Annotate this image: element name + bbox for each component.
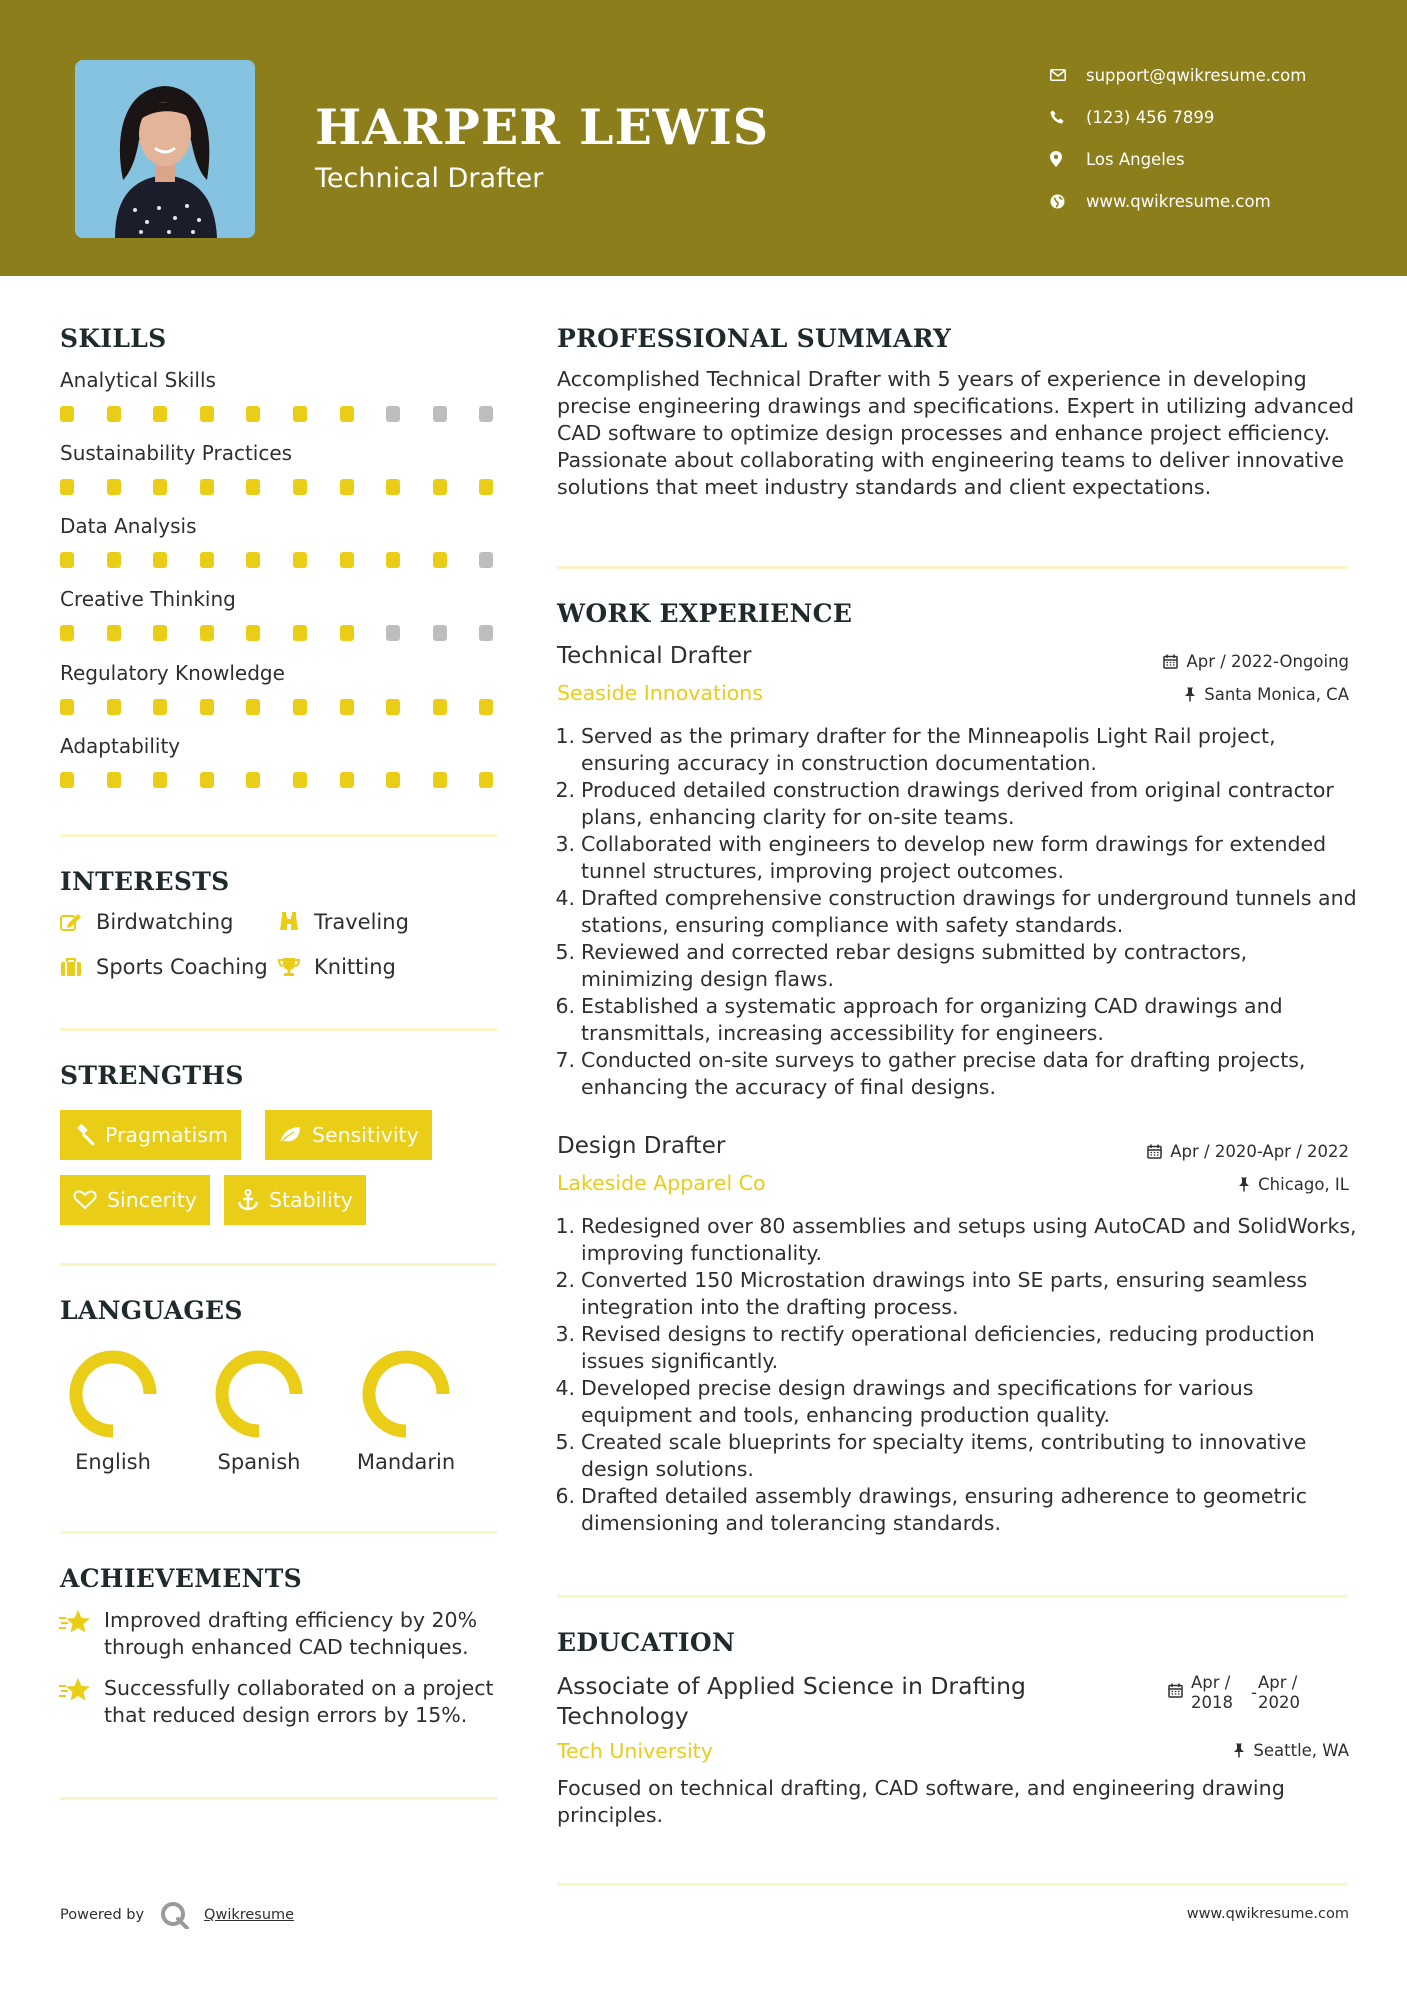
footer-website-link[interactable]: www.qwikresume.com [1186, 1906, 1349, 1922]
skill-dot-empty [386, 625, 400, 641]
job-bullet-number: 7. [555, 1048, 575, 1072]
interests-heading: INTERESTS [60, 867, 230, 896]
job-bullet-number: 6. [555, 994, 575, 1018]
skill-dot-filled [293, 479, 307, 495]
contact-website-text: www.qwikresume.com [1086, 191, 1271, 211]
skill-dot-filled [200, 479, 214, 495]
calendar-icon [1147, 1144, 1162, 1159]
section-divider [557, 566, 1347, 569]
skill-dot-filled [340, 479, 354, 495]
skill-dot-filled [60, 625, 74, 641]
binoculars-icon [278, 912, 314, 932]
heart-icon [73, 1190, 97, 1210]
strength-badge [265, 1110, 432, 1160]
achievement-item [58, 1607, 503, 1661]
skill-dot-filled [386, 552, 400, 568]
powered-by-label: Powered by [60, 1907, 145, 1923]
skill-dot-filled [107, 479, 121, 495]
section-divider [60, 834, 497, 837]
skill-dot-filled [153, 699, 167, 715]
skill-dot-filled [340, 406, 354, 422]
skill-dot-filled [293, 625, 307, 641]
skill-dot-filled [153, 625, 167, 641]
pin-icon [1238, 1177, 1250, 1192]
job-date-text: Apr / 2020-Apr / 2022 [1170, 1142, 1349, 1161]
job-bullet-text: Created scale blueprints for specialty items, contributing to innovative design solutions. [581, 1430, 1307, 1481]
interest-item [60, 910, 233, 934]
strength-badge [60, 1110, 241, 1160]
calendar-icon [1163, 654, 1178, 669]
job-bullet-number: 4. [555, 1376, 575, 1400]
skill-dot-filled [246, 772, 260, 788]
candidate-role: Technical Drafter [315, 163, 544, 194]
job-bullet [553, 1375, 1359, 1429]
job-title: Technical Drafter [557, 643, 752, 669]
section-divider [60, 1797, 497, 1800]
job-bullet [553, 885, 1359, 939]
job-bullet-number: 2. [555, 778, 575, 802]
powered-by [60, 1901, 294, 1929]
skill-dot-filled [340, 699, 354, 715]
job-bullet [553, 723, 1359, 777]
skill-dot-filled [60, 699, 74, 715]
leaf-icon [278, 1125, 302, 1145]
interest-label: Sports Coaching [96, 955, 268, 979]
skill-dot-filled [60, 479, 74, 495]
education-location-text: Seattle, WA [1253, 1741, 1349, 1760]
job-bullet-number: 1. [555, 724, 575, 748]
job-company: Lakeside Apparel Co [557, 1171, 766, 1195]
gavel-icon [73, 1124, 95, 1146]
strengths-heading: STRENGTHS [60, 1061, 244, 1090]
calendar-icon [1168, 1673, 1183, 1713]
job-bullet-number: 3. [555, 832, 575, 856]
contact-list [1050, 54, 1306, 222]
interest-item [60, 955, 268, 979]
skill-rating [60, 552, 526, 568]
language-label: English [75, 1450, 151, 1474]
skill-dot-filled [433, 479, 447, 495]
skill-label: Analytical Skills [60, 368, 216, 392]
strength-badge [224, 1175, 366, 1225]
strength-badge [60, 1175, 210, 1225]
skill-dot-filled [433, 772, 447, 788]
skill-rating [60, 625, 526, 641]
skill-dot-filled [479, 699, 493, 715]
education-date-end [1258, 1673, 1300, 1713]
achievement-text: Successfully collaborated on a project that reduced design errors by 15%. [104, 1676, 494, 1727]
job-company: Seaside Innovations [557, 681, 763, 705]
languages-heading: LANGUAGES [60, 1296, 243, 1325]
skill-dot-empty [479, 406, 493, 422]
job-bullet [553, 777, 1359, 831]
skill-dot-filled [153, 479, 167, 495]
job-bullets [553, 1213, 1359, 1537]
language-item [48, 1346, 178, 1474]
skill-dot-filled [153, 772, 167, 788]
map-marker-icon [1050, 151, 1086, 167]
education-date-end-year: 2020 [1257, 1693, 1300, 1712]
education-date-start [1191, 1673, 1251, 1713]
language-label: Spanish [217, 1450, 301, 1474]
job-bullet-text: Drafted detailed assembly drawings, ensuring adherence to geometric dimensioning and tolerancing standards. [581, 1484, 1307, 1535]
language-progress-ring [211, 1346, 307, 1442]
interest-label: Knitting [314, 955, 396, 979]
skill-rating [60, 772, 526, 788]
skill-dot-filled [246, 479, 260, 495]
skill-label: Sustainability Practices [60, 441, 293, 465]
language-progress-ring [358, 1346, 454, 1442]
skill-dot-filled [107, 406, 121, 422]
language-progress-ring [65, 1346, 161, 1442]
job-bullet-number: 1. [555, 1214, 575, 1238]
summary-text: Accomplished Technical Drafter with 5 years of experience in developing precise engineering drawings and specifications. Expert in utilizing advanced CAD software to optimize design processes and enhance project efficiency. Passionate about collaborating with engineering teams to deliver innovative solutions that meet industry standards and client expectations. [557, 367, 1355, 499]
section-divider [557, 1883, 1347, 1886]
skill-dot-filled [200, 406, 214, 422]
skill-label: Regulatory Knowledge [60, 661, 285, 685]
job-location [1184, 685, 1349, 704]
education-date-start-month: Apr / [1191, 1673, 1231, 1692]
skill-rating [60, 406, 526, 422]
language-item [194, 1346, 324, 1474]
job-bullet [553, 1321, 1359, 1375]
job-bullet-text: Produced detailed construction drawings derived from original contractor plans, enhancing clarity for on-site teams. [581, 778, 1334, 829]
skill-dot-filled [293, 772, 307, 788]
job-date-text: Apr / 2022-Ongoing [1186, 652, 1349, 671]
education-description: Focused on technical drafting, CAD software, and engineering drawing principles. [557, 1776, 1285, 1827]
job-date [1163, 652, 1349, 671]
job-bullets [553, 723, 1359, 1101]
skill-dot-filled [293, 406, 307, 422]
job-bullet-text: Redesigned over 80 assemblies and setups using AutoCAD and SolidWorks, improving functionality. [581, 1214, 1357, 1265]
job-bullet [553, 831, 1359, 885]
skill-dot-filled [386, 772, 400, 788]
skill-dot-empty [433, 406, 447, 422]
job-bullet-number: 5. [555, 940, 575, 964]
skill-dot-empty [479, 552, 493, 568]
job-bullet-number: 5. [555, 1430, 575, 1454]
job-bullet-number: 3. [555, 1322, 575, 1346]
resume-header [0, 0, 1407, 276]
skill-dot-filled [200, 699, 214, 715]
profile-photo [75, 60, 255, 238]
candidate-name: HARPER LEWIS [315, 98, 770, 156]
contact-email[interactable] [1050, 54, 1306, 96]
skill-dot-filled [433, 552, 447, 568]
skill-dot-filled [293, 699, 307, 715]
job-bullet-text: Developed precise design drawings and specifications for various equipment and tools, enhancing production quality. [581, 1376, 1254, 1427]
edit-icon [60, 912, 96, 932]
anchor-icon [237, 1189, 259, 1211]
section-divider [60, 1531, 497, 1534]
contact-website[interactable] [1050, 180, 1306, 222]
contact-email-text: support@qwikresume.com [1086, 65, 1307, 85]
pin-icon [1233, 1743, 1245, 1758]
skill-dot-empty [479, 625, 493, 641]
job-bullet-text: Collaborated with engineers to develop new form drawings for extended tunnel structures, improving project outcomes. [581, 832, 1327, 883]
skill-dot-filled [200, 625, 214, 641]
skill-dot-filled [246, 552, 260, 568]
education-date-separator: - [1251, 1683, 1257, 1702]
skill-dot-filled [433, 699, 447, 715]
qwikresume-link[interactable]: Qwikresume [204, 1907, 295, 1923]
globe-icon [1050, 194, 1086, 209]
skill-dot-filled [386, 479, 400, 495]
education-date-start-year: 2018 [1191, 1693, 1233, 1712]
job-bullet [553, 1429, 1359, 1483]
education-heading: EDUCATION [557, 1628, 736, 1657]
achievement-text: Improved drafting efficiency by 20% through enhanced CAD techniques. [104, 1608, 478, 1659]
job-bullet-number: 6. [555, 1484, 575, 1508]
skill-label: Adaptability [60, 734, 181, 758]
job-bullet [553, 1213, 1359, 1267]
job-bullet-text: Conducted on-site surveys to gather precise data for drafting projects, enhancing the accuracy of final designs. [581, 1048, 1306, 1099]
skill-dot-filled [293, 552, 307, 568]
language-item [341, 1346, 471, 1474]
skill-dot-filled [340, 625, 354, 641]
skill-dot-filled [479, 479, 493, 495]
skill-dot-filled [246, 625, 260, 641]
job-bullet-text: Served as the primary drafter for the Minneapolis Light Rail project, ensuring accuracy in construction documentation. [581, 724, 1276, 775]
achievement-item [58, 1675, 503, 1729]
job-bullet [553, 993, 1359, 1047]
skill-dot-filled [340, 772, 354, 788]
experience-heading: WORK EXPERIENCE [557, 599, 853, 628]
skill-label: Creative Thinking [60, 587, 236, 611]
contact-phone-text: (123) 456 7899 [1086, 107, 1215, 127]
skill-rating [60, 699, 526, 715]
job-title: Design Drafter [557, 1133, 726, 1159]
education-date [1168, 1673, 1300, 1713]
phone-icon [1050, 110, 1086, 124]
job-date [1147, 1142, 1349, 1161]
section-divider [60, 1028, 497, 1031]
strength-label: Sensitivity [312, 1123, 419, 1147]
skill-dot-filled [340, 552, 354, 568]
summary-heading: PROFESSIONAL SUMMARY [557, 324, 952, 353]
job-bullet [553, 1047, 1359, 1101]
interest-label: Birdwatching [96, 910, 234, 934]
education-date-end-month: Apr / [1257, 1673, 1298, 1692]
contact-location [1050, 138, 1306, 180]
job-bullet-number: 4. [555, 886, 575, 910]
skill-dot-empty [433, 625, 447, 641]
skill-dot-filled [60, 406, 74, 422]
job-bullet-text: Drafted comprehensive construction drawings for underground tunnels and stations, ensuring compliance with safety standards. [581, 886, 1357, 937]
interest-item [278, 955, 396, 979]
strength-label: Stability [269, 1188, 353, 1212]
skill-dot-filled [107, 699, 121, 715]
skill-dot-filled [107, 772, 121, 788]
skill-rating [60, 479, 526, 495]
contact-phone[interactable] [1050, 96, 1306, 138]
interest-label: Traveling [314, 910, 409, 934]
section-divider [60, 1263, 497, 1266]
skill-dot-filled [60, 772, 74, 788]
education-degree: Associate of Applied Science in Drafting Technology [557, 1672, 1026, 1730]
job-bullet [553, 1267, 1359, 1321]
job-location-text: Santa Monica, CA [1204, 685, 1349, 704]
skill-dot-empty [386, 406, 400, 422]
skill-dot-filled [246, 699, 260, 715]
job-bullet [553, 939, 1359, 993]
star-icon [58, 1607, 104, 1661]
skill-dot-filled [107, 552, 121, 568]
education-school: Tech University [557, 1739, 713, 1763]
skill-dot-filled [246, 406, 260, 422]
job-bullet-text: Reviewed and corrected rebar designs submitted by contractors, minimizing design flaws. [581, 940, 1248, 991]
job-bullet [553, 1483, 1359, 1537]
skill-dot-filled [107, 625, 121, 641]
interest-item [278, 910, 409, 934]
job-location [1238, 1175, 1349, 1194]
skill-label: Data Analysis [60, 514, 197, 538]
skill-dot-filled [200, 772, 214, 788]
skills-heading: SKILLS [60, 324, 167, 353]
strength-label: Sincerity [107, 1188, 197, 1212]
skill-dot-filled [386, 699, 400, 715]
section-divider [557, 1595, 1347, 1598]
briefcase-icon [60, 957, 96, 977]
job-bullet-text: Revised designs to rectify operational deficiencies, reducing production issues significantly. [581, 1322, 1315, 1373]
star-icon [58, 1675, 104, 1729]
contact-location-text: Los Angeles [1086, 149, 1185, 169]
trophy-icon [278, 957, 314, 977]
job-bullet-text: Established a systematic approach for organizing CAD drawings and transmittals, increasing accessibility for engineers. [581, 994, 1283, 1045]
skill-dot-filled [153, 552, 167, 568]
skill-dot-filled [479, 772, 493, 788]
skill-dot-filled [60, 552, 74, 568]
achievements-heading: ACHIEVEMENTS [60, 1564, 302, 1593]
strength-label: Pragmatism [105, 1123, 228, 1147]
qwikresume-logo-icon [160, 1901, 190, 1929]
envelope-icon [1050, 69, 1086, 81]
education-location [1233, 1741, 1349, 1760]
job-location-text: Chicago, IL [1258, 1175, 1349, 1194]
pin-icon [1184, 687, 1196, 702]
job-bullet-text: Converted 150 Microstation drawings into SE parts, ensuring seamless integration into the drafting process. [581, 1268, 1308, 1319]
skill-dot-filled [200, 552, 214, 568]
language-label: Mandarin [356, 1450, 456, 1474]
job-bullet-number: 2. [555, 1268, 575, 1292]
skill-dot-filled [153, 406, 167, 422]
